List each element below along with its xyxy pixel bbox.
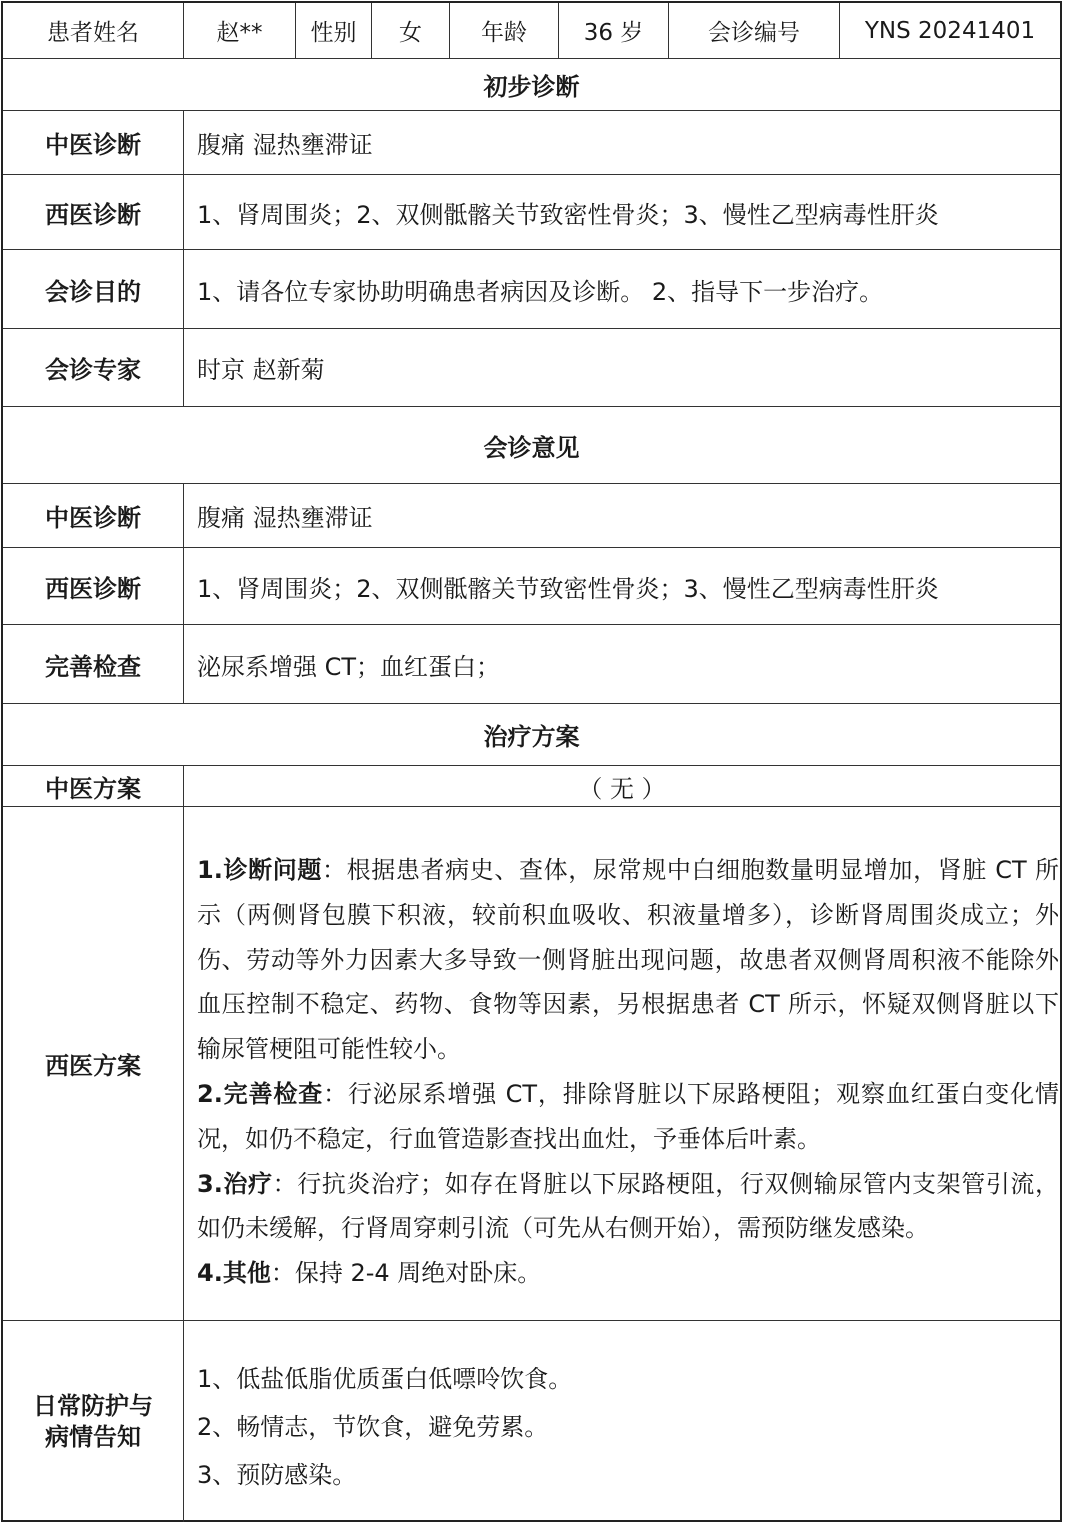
plan-item-other-text: ：保持 2-4 周绝对卧床。 [270, 1259, 542, 1288]
plan-item-treatment-heading: 3.治疗 [197, 1169, 273, 1198]
plan-item-exam-text: ：行泌尿系增强 CT，排除肾脏以下尿路梗阻；观察血红蛋白变化情况，如仍不稳定，行血管造影查找出血灶，予垂体后叶素。 [197, 1079, 1059, 1153]
sex-label: 性别 [310, 20, 357, 46]
daily-care-list [197, 1355, 1059, 1499]
consult-experts-label: 会诊专家 [45, 356, 141, 384]
further-exam-label: 完善检查 [45, 652, 141, 681]
western-diagnosis-label: 西医诊断 [45, 200, 141, 229]
section-title-initial-diagnosis: 初步诊断 [483, 73, 580, 101]
opinion-tcm-diagnosis-label: 中医诊断 [45, 504, 141, 532]
tcm-plan-label: 中医方案 [45, 774, 141, 803]
age-value: 36 岁 [583, 20, 644, 46]
western-diagnosis-value: 1、肾周围炎；2、双侧骶髂关节致密性骨炎；3、慢性乙型病毒性肝炎 [197, 200, 939, 229]
plan-item-exam-heading: 2.完善检查 [197, 1079, 324, 1108]
daily-care-label [3, 1321, 183, 1522]
daily-care-label-line1: 日常防护与 [33, 1391, 153, 1420]
care-item-mood: 2、畅情志，节饮食，避免劳累。 [197, 1413, 549, 1441]
further-exam-value: 泌尿系增强 CT；血红蛋白； [197, 652, 501, 681]
western-plan-text [197, 848, 1059, 1296]
daily-care-label-line2: 病情告知 [45, 1422, 141, 1451]
plan-item-exam [197, 1072, 1059, 1162]
care-item-infection: 3、预防感染。 [197, 1461, 357, 1489]
consultation-record-table [1, 1, 1062, 1522]
consult-id-label: 会诊编号 [708, 20, 800, 46]
plan-item-diagnosis-text: ：根据患者病史、查体，尿常规中白细胞数量明显增加，肾脏 CT 所示（两侧肾包膜下积液，较前积血吸收、积液量增多），诊断肾周围炎成立；外伤、劳动等外力因素大多导致一侧肾脏出现问题，故患者双侧肾周积液不能除外血压控制不稳定、药物、食物等因素，另根据患者 CT 所示，怀疑双侧肾脏以下输尿管梗阻可能性较小。 [197, 856, 1059, 1064]
age-label: 年龄 [481, 20, 527, 46]
opinion-western-diagnosis-value: 1、肾周围炎；2、双侧骶髂关节致密性骨炎；3、慢性乙型病毒性肝炎 [197, 574, 939, 603]
patient-name-label: 患者姓名 [47, 20, 139, 46]
opinion-western-diagnosis-label: 西医诊断 [45, 574, 141, 603]
section-title-treatment-plan: 治疗方案 [483, 723, 580, 751]
consult-experts-value: 时京 赵新菊 [197, 356, 325, 384]
tcm-diagnosis-value: 腹痛 湿热壅滞证 [197, 131, 373, 159]
patient-name-value: 赵** [216, 20, 263, 46]
consult-purpose-label: 会诊目的 [45, 277, 141, 306]
plan-item-treatment [197, 1162, 1059, 1252]
plan-item-treatment-text: ：行抗炎治疗；如存在肾脏以下尿路梗阻，行双侧输尿管内支架管引流，如仍未缓解，行肾周穿刺引流（可先从右侧开始），需预防继发感染。 [197, 1169, 1059, 1243]
consult-id-value: YNS 20241401 [864, 17, 1036, 44]
western-plan-label: 西医方案 [45, 1052, 141, 1080]
tcm-diagnosis-label: 中医诊断 [45, 131, 141, 159]
care-item-diet: 1、低盐低脂优质蛋白低嘌呤饮食。 [197, 1365, 573, 1393]
sex-value: 女 [399, 20, 422, 46]
plan-item-other-heading: 4.其他 [197, 1259, 271, 1288]
plan-item-other [197, 1251, 1059, 1296]
column-divider [183, 765, 184, 1522]
plan-item-diagnosis [197, 848, 1059, 1072]
tcm-plan-value: （ 无 ） [578, 774, 666, 803]
opinion-tcm-diagnosis-value: 腹痛 湿热壅滞证 [197, 504, 373, 532]
plan-item-diagnosis-heading: 1.诊断问题 [197, 856, 322, 884]
consult-purpose-value: 1、请各位专家协助明确患者病因及诊断。 2、指导下一步治疗。 [197, 277, 884, 306]
section-title-consult-opinion: 会诊意见 [483, 433, 580, 462]
